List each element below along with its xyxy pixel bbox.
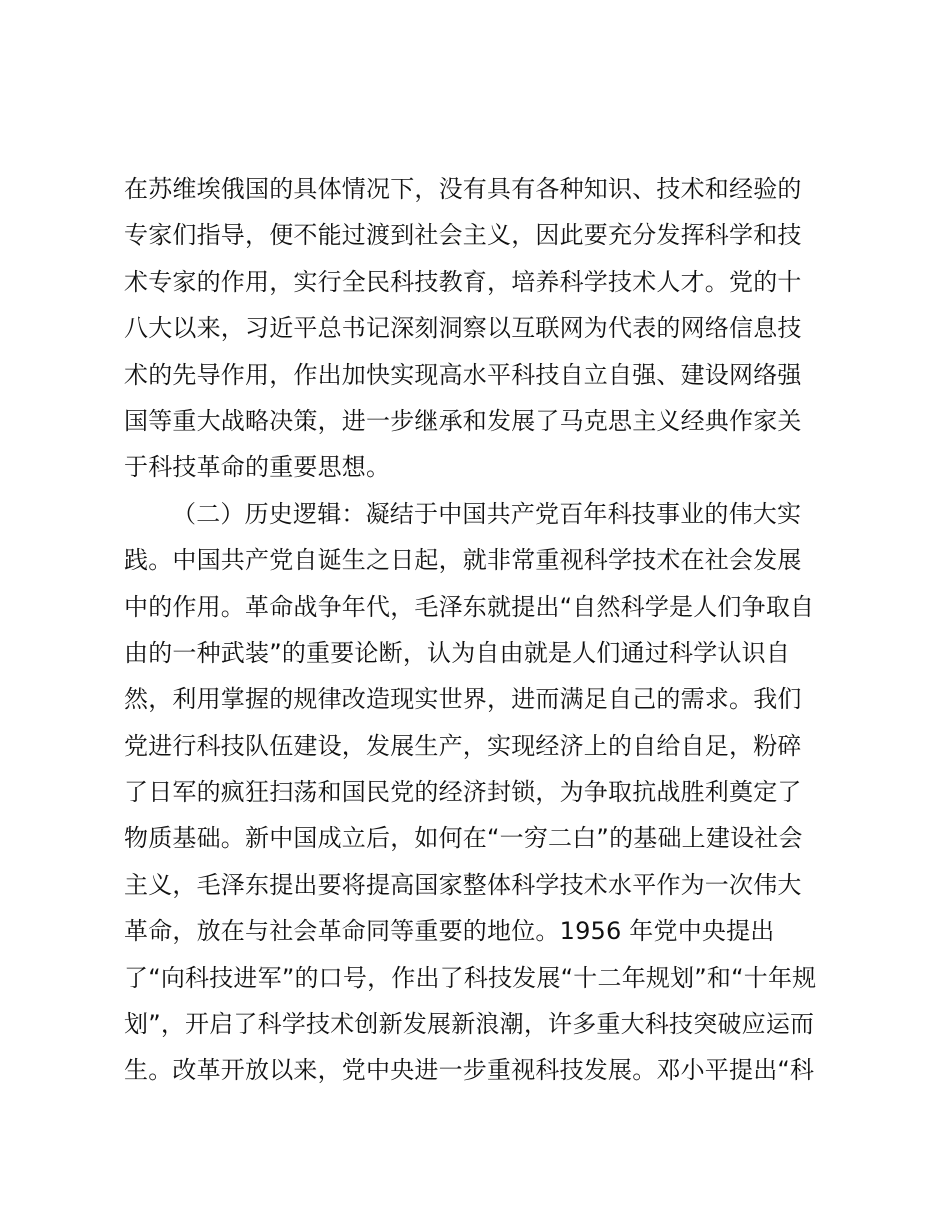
text-line: 划”，开启了科学技术创新发展新浪潮，许多重大科技突破应运而 [124,1010,815,1039]
section-heading-line: （二）历史逻辑：凝结于中国共产党百年科技事业的伟大实 [172,499,802,528]
text-line: 八大以来，习近平总书记深刻洞察以互联网为代表的网络信息技 [124,314,802,343]
text-line: 了“向科技进军”的口号，作出了科技发展“十二年规划”和“十年规 [124,963,817,992]
text-line: 党进行科技队伍建设，发展生产，实现经济上的自给自足，粉碎 [124,731,802,760]
text-line: 专家们指导，便不能过渡到社会主义，因此要充分发挥科学和技 [124,221,802,250]
text-line: 由的一种武装”的重要论断，认为自由就是人们通过科学认识自 [124,638,791,667]
text-line: 生。改革开放以来，党中央进一步重视科技发展。邓小平提出“科 [124,1056,815,1085]
text-line: 践。中国共产党自诞生之日起，就非常重视科学技术在社会发展 [124,546,802,575]
text-line: 在苏维埃俄国的具体情况下，没有具有各种知识、技术和经验的 [124,175,802,203]
body-text [124,166,844,1094]
text-line: 革命，放在与社会革命同等重要的地位。1956 年党中央提出 [124,917,775,946]
text-line: 主义，毛泽东提出要将提高国家整体科学技术水平作为一次伟大 [124,870,802,899]
text-line: 中的作用。革命战争年代，毛泽东就提出“自然科学是人们争取自 [124,592,815,621]
text-line: 术的先导作用，作出加快实现高水平科技自立自强、建设网络强 [124,360,802,389]
text-line: 了日军的疯狂扫荡和国民党的经济封锁，为争取抗战胜利奠定了 [124,778,802,807]
text-line: 于科技革命的重要思想。 [124,453,391,482]
text-line: 然，利用掌握的规律改造现实世界，进而满足自己的需求。我们 [124,685,802,714]
text-line: 术专家的作用，实行全民科技教育，培养科学技术人才。党的十 [124,267,802,296]
text-line: 国等重大战略决策，进一步继承和发展了马克思主义经典作家关 [124,406,802,435]
text-line: 物质基础。新中国成立后，如何在“一穷二白”的基础上建设社会 [124,824,803,853]
